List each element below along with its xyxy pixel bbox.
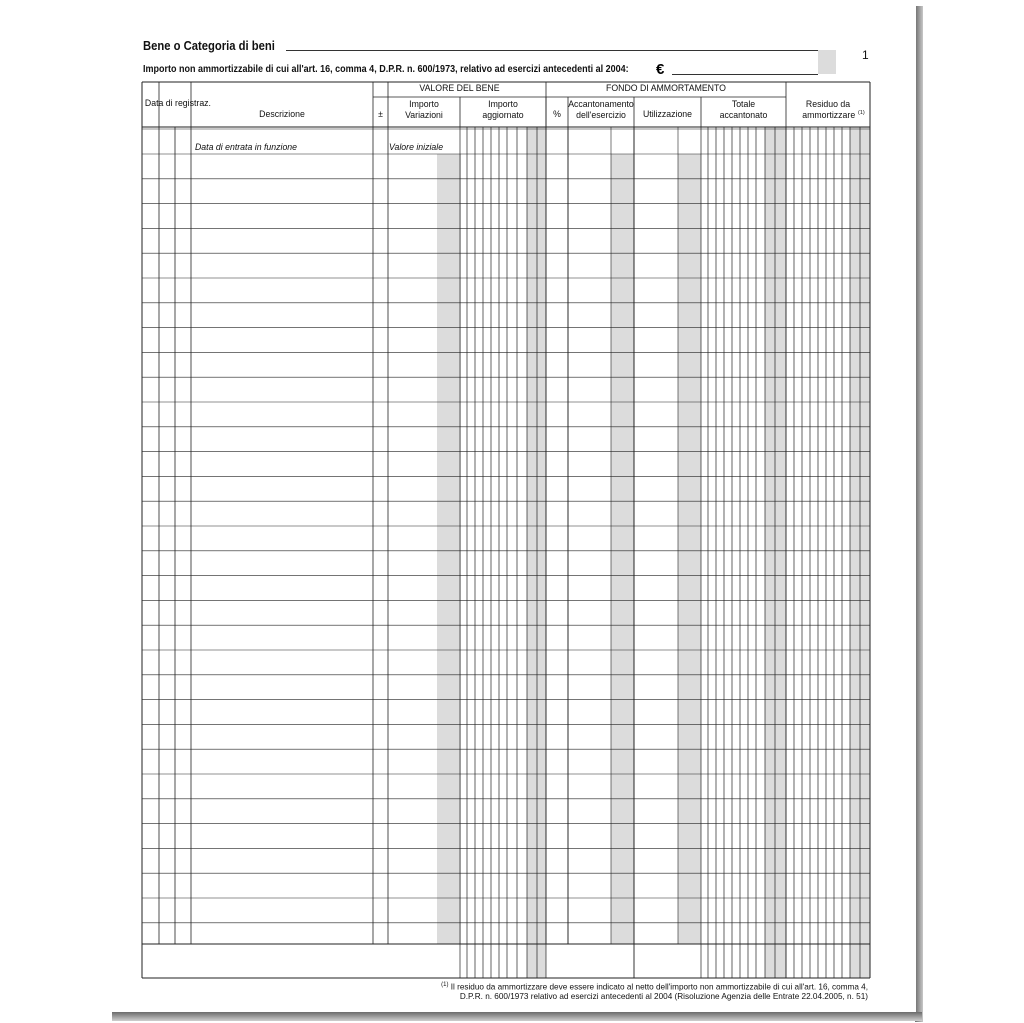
col-importo-variazioni-header: Importo Variazioni [405,99,443,121]
form-title: Bene o Categoria di beni [143,39,275,53]
group-valore-header: VALORE DEL BENE [419,83,500,94]
footnote-marker: (1) [441,982,449,988]
shaded-column-variazioni [437,154,461,944]
importo-label: Importo non ammortizzabile di cui all'art. 16, comma 4, D.P.R. n. 600/1973, relativo ad esercizi antecedenti al 2004: [143,64,629,75]
footnote-line-1 [441,982,868,992]
footnote-line-2: D.P.R. n. 600/1973 relativo ad esercizi antecedenti al 2004 (Risoluzione Agenzia delle Entrate 22.04.2005, n. 51) [459,992,868,1001]
col-importo-aggiornato-header: Importo aggiornato [482,99,524,121]
col-residuo-label: Residuo da ammortizzare [802,99,856,121]
col-utilizzazione-header: Utilizzazione [642,109,693,120]
shaded-column-totale [765,127,786,978]
col-percent-header: % [553,109,561,120]
col-residuo-note: (1) [858,110,865,116]
col-accantonamento-header: Accantonamento dell'esercizio [568,99,634,121]
first-row-value-label: Valore iniziale [389,142,444,153]
shaded-column-aggiornato [527,127,546,978]
col-totale-header: Totale accantonato [719,99,768,121]
col-pm-header: ± [378,109,383,120]
col-residuo-header [789,100,866,121]
first-row-description: Data di entrata in funzione [195,142,298,153]
page-number: 1 [862,48,869,62]
col-descrizione-header: Descrizione [259,109,305,120]
footnote-text-1: Il residuo da ammortizzare deve essere indicato al netto dell'importo non ammortizzabile di cui all'art. 16, comma 4, [450,982,868,992]
shaded-column-utilizzazione [678,154,701,944]
group-fondo-header: FONDO DI AMMORTAMENTO [606,83,726,94]
col-data-header: Data di registraz. [144,98,211,109]
shaded-column-accantonamento [611,154,634,944]
euro-symbol: € [656,61,665,78]
